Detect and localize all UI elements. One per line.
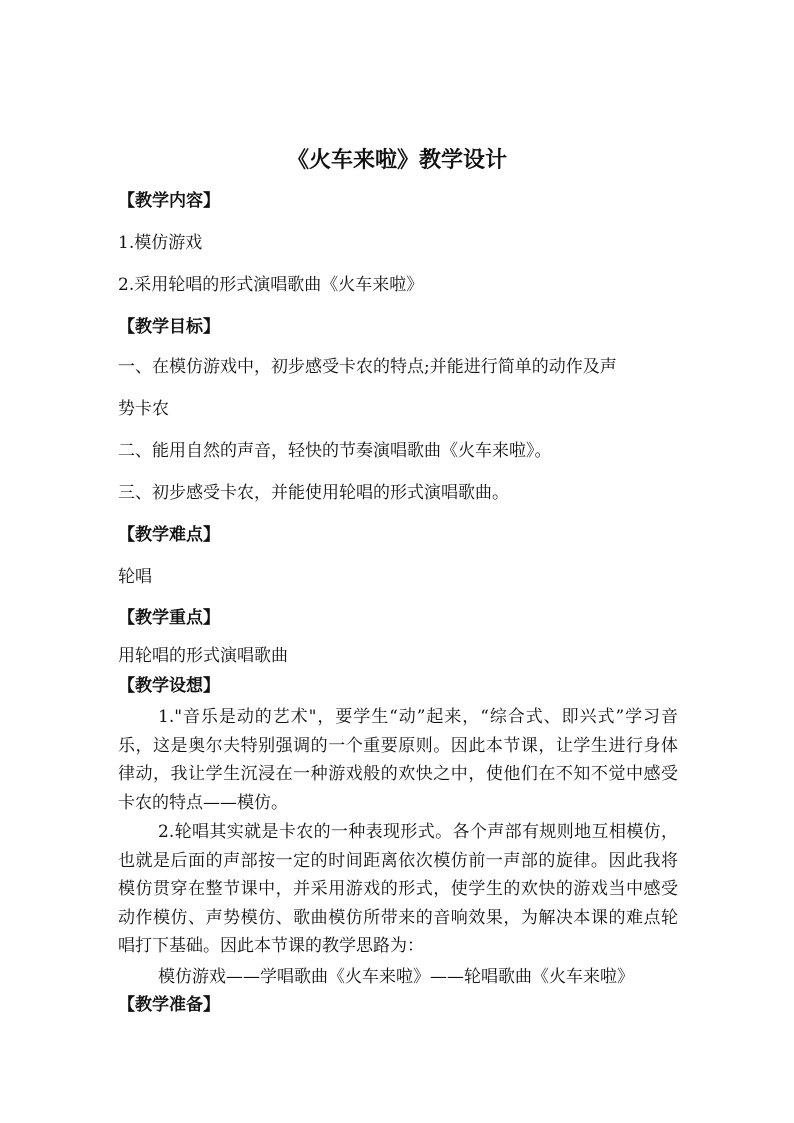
idea-paragraph-2: 2.轮唱其实就是卡农的一种表现形式。各个声部有规则地互相模仿，也就是后面的声部按一定的时间距离依次模仿前一声部的旋律。因此我将模仿贯穿在整节课中，并采用游戏的形式，使学生的欢快的游戏当中感受动作模仿、声势模仿、歌曲模仿所带来的音响效果，为解决本课的难点轮唱打下基础。因此本节课的教学思路为： <box>118 822 678 957</box>
heading-teaching-key: 【教学重点】 <box>118 608 220 628</box>
heading-teaching-goals: 【教学目标】 <box>118 317 220 337</box>
key-text: 用轮唱的形式演唱歌曲 <box>118 646 288 666</box>
goal-item-2: 二、能用自然的声音，轻快的节奏演唱歌曲《火车来啦》。 <box>118 441 552 461</box>
difficulty-text: 轮唱 <box>118 567 152 587</box>
goal-item-1-line-2: 势卡农 <box>118 399 169 419</box>
heading-teaching-idea: 【教学设想】 <box>118 676 220 696</box>
heading-teaching-content: 【教学内容】 <box>118 191 220 211</box>
goal-item-3: 三、初步感受卡农，并能使用轮唱的形式演唱歌曲。 <box>118 483 509 503</box>
document-title: 《火车来啦》教学设计 <box>286 147 507 173</box>
heading-teaching-difficulty: 【教学难点】 <box>118 525 220 545</box>
goal-item-1-line-1: 一、在模仿游戏中，初步感受卡农的特点;并能进行简单的动作及声 <box>118 357 617 377</box>
teaching-flow: 模仿游戏——学唱歌曲《火车来啦》——轮唱歌曲《火车来啦》 <box>158 967 634 987</box>
content-item-1: 1.模仿游戏 <box>118 233 203 253</box>
idea-paragraph-1: 1."音乐是动的艺术"，要学生“动”起来，“综合式、即兴式”学习音乐，这是奥尔夫特别强调的一个重要原则。因此本节课，让学生进行身体律动，我让学生沉浸在一种游戏般的欢快之中，使他们在不知不觉中感受卡农的特点——模仿。 <box>118 707 678 813</box>
content-item-2: 2.采用轮唱的形式演唱歌曲《火车来啦》 <box>118 275 424 295</box>
heading-teaching-preparation: 【教学准备】 <box>118 995 220 1015</box>
